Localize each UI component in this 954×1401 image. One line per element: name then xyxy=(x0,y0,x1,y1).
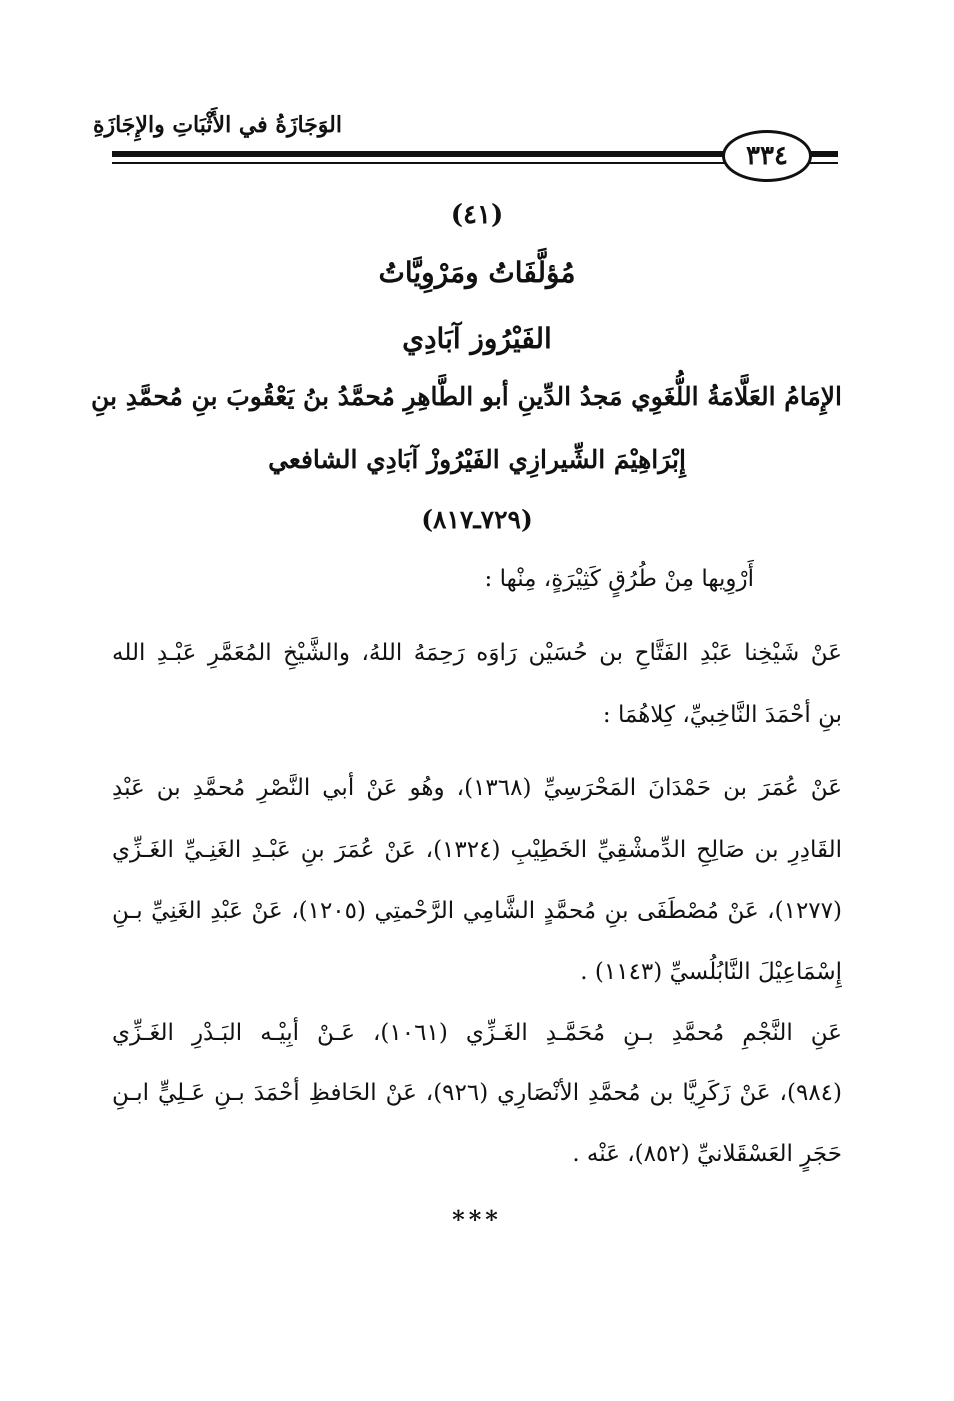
text-line: عَنِ النَّجْمِ مُحمَّدِ بـنِ مُحَمَّـدِ الغَـزِّي (١٠٦١)، عَـنْ أبِيْـه البَـدْرِ الغَـزِّي xyxy=(112,1020,842,1046)
section-separator: *** xyxy=(452,1205,502,1234)
header-rule-thick xyxy=(112,151,730,157)
author-dates: (٧٢٩ـ٨١٧) xyxy=(421,505,533,534)
text-line: بنِ أحْمَدَ النَّاخِبيِّ، كِلاهُمَا : xyxy=(602,702,842,728)
text-line: عَنْ شَيْخِنا عَبْدِ الفَتَّاحِ بن حُسَيْن رَاوَه رَحِمَهُ اللهُ، والشَّيْخِ المُعَمَّرِ عَبْـدِ الله xyxy=(112,640,842,666)
text-line: (١٢٧٧)، عَنْ مُصْطَفَى بنِ مُحمَّدٍ الشَّامِي الرَّحْمتِي (١٢٠٥)، عَنْ عَبْدِ الغَنِيِّ بـنِ xyxy=(112,898,842,924)
text-line: إِسْمَاعِيْلَ النَّابُلُسيِّ (١١٤٣) . xyxy=(580,959,842,985)
running-title: الوَجَازَةُ في الأَثْبَاتِ والإِجَازَةِ xyxy=(92,112,342,138)
text-line: القَادِرِ بن صَالِحِ الدِّمشْقِيِّ الخَطِيْبِ (١٣٢٤)، عَنْ عُمَرَ بنِ عَبْـدِ الغَنِـيِّ الغَـزِّي xyxy=(112,837,842,863)
header-rule-thin xyxy=(112,162,730,164)
chapter-number: (٤١) xyxy=(450,200,504,230)
text-line: (٩٨٤)، عَنْ زَكَرِيَّا بن مُحمَّدِ الأنْصَارِي (٩٢٦)، عَنْ الحَافظِ أحْمَدَ بـنِ عَـلِيٍّ ابـنِ xyxy=(112,1080,843,1106)
page-number: ٣٣٤ xyxy=(722,130,812,182)
chapter-subheading: الفَيْرُوز آبَادِي xyxy=(402,322,552,355)
text-line: حَجَرٍ العَسْقَلانيِّ (٨٥٢)، عَنْه . xyxy=(572,1141,842,1167)
author-name-line-2: إِبْرَاهِيْمَ الشِّيرازِي الفَيْرُوزْ آبَادِي الشافعي xyxy=(268,445,686,474)
text-line: عَنْ عُمَرَ بن حَمْدَانَ المَحْرَسِيِّ (١٣٦٨)، وهُو عَنْ أبي النَّصْرِ مُحمَّدِ بن عَبْدِ xyxy=(112,775,842,801)
author-name-line-1: الإِمَامُ العَلَّامَةُ اللُّغَوِي مَجدُ الدِّينِ أبو الطَّاهِرِ مُحمَّدُ بنُ يَعْقُوبَ بنِ مُحمَّدِ بنِ xyxy=(91,382,842,411)
intro-line: أَرْوِيها مِنْ طُرُقٍ كَثِيْرَةٍ، مِنْها : xyxy=(484,566,754,592)
header-rule-right-thin xyxy=(806,162,838,164)
chapter-heading: مُؤلَّفَاتُ ومَرْوِيَّاتُ xyxy=(378,256,576,289)
